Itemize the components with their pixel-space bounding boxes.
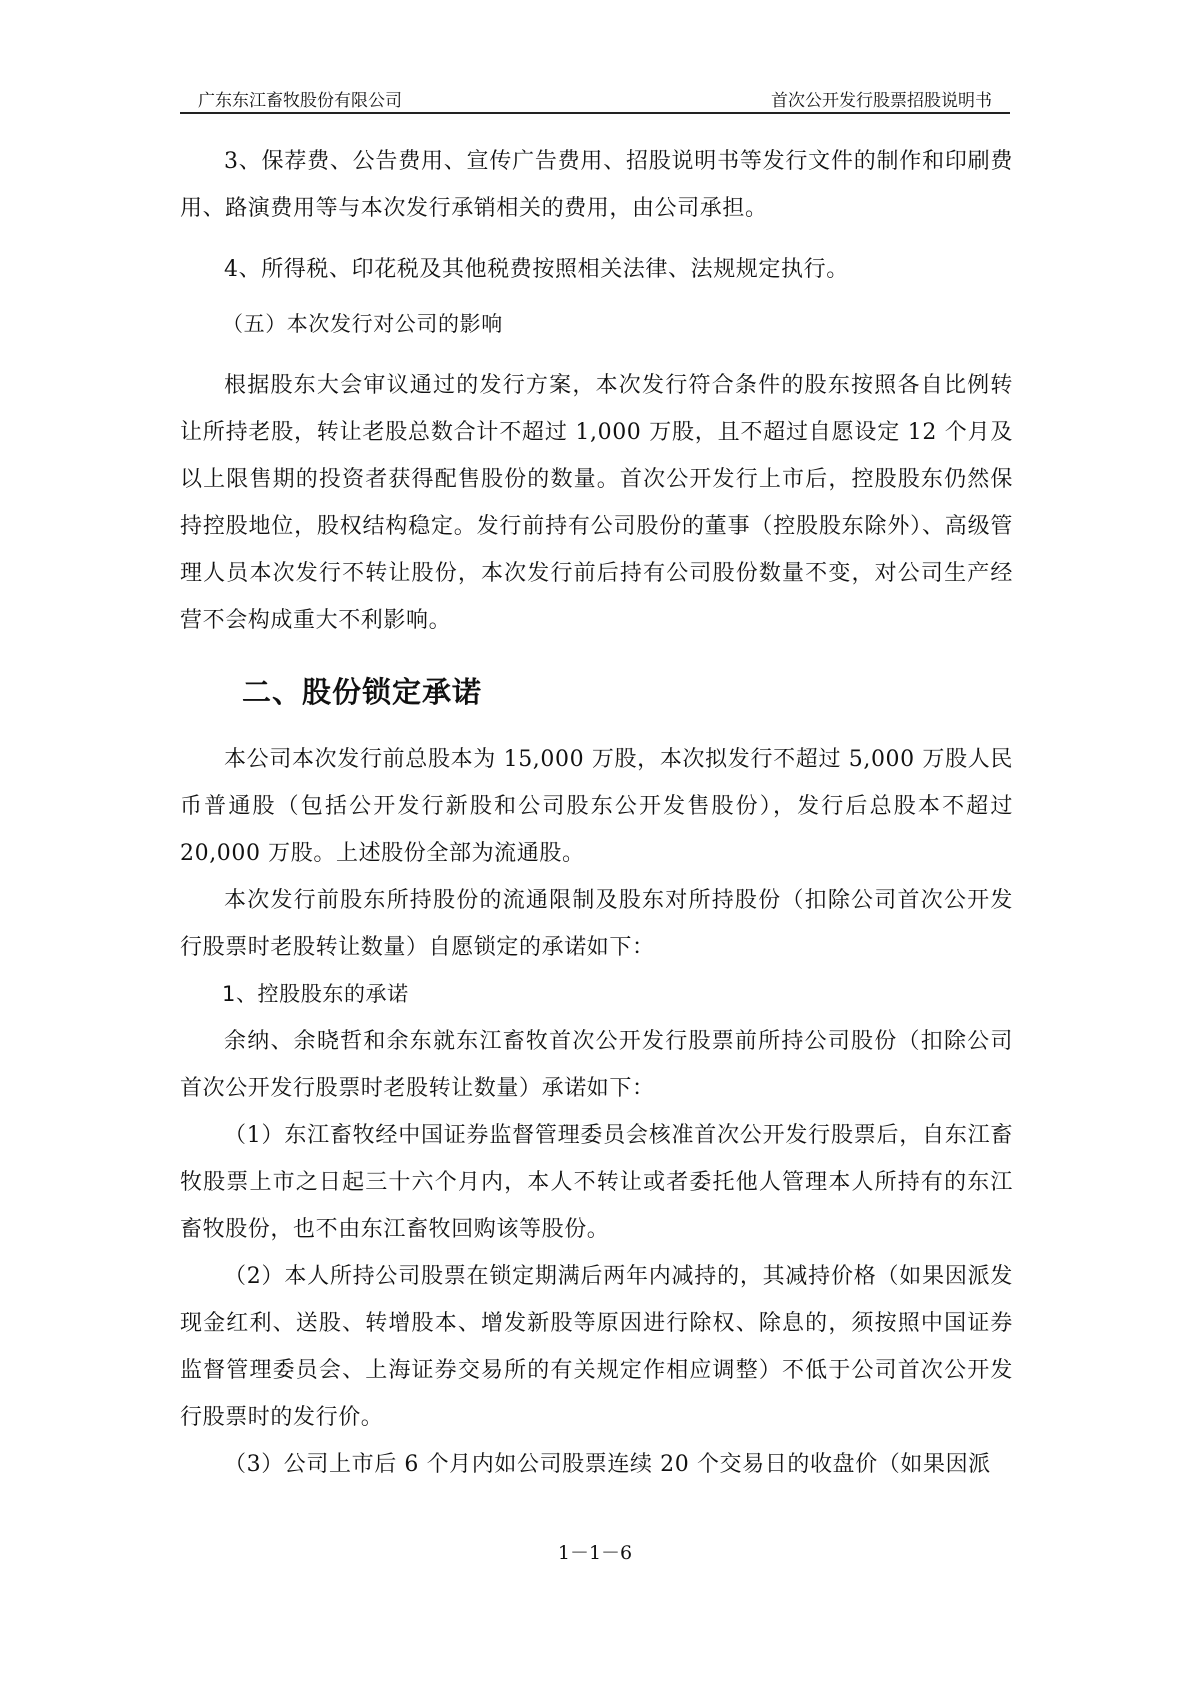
section-title-share-lockup: 二、股份锁定承诺	[242, 675, 483, 709]
header-document-title: 首次公开发行股票招股说明书	[771, 91, 992, 111]
paragraph-commitment-3: （3）公司上市后 6 个月内如公司股票连续 20 个交易日的收盘价（如果因派	[224, 1452, 991, 1477]
paragraph-commitment-intro: 余纳、余晓哲和余东就东江畜牧首次公开发行股票前所持公司股份（扣除公司首次公开发行股票时老股转让数量）承诺如下：	[180, 1029, 1013, 1101]
paragraph-lockup-intro: 本次发行前股东所持股份的流通限制及股东对所持股份（扣除公司首次公开发行股票时老股转让数量）自愿锁定的承诺如下：	[180, 888, 1013, 960]
paragraph-fees: 3、保荐费、公告费用、宣传广告费用、招股说明书等发行文件的制作和印刷费用、路演费用等与本次发行承销相关的费用，由公司承担。	[180, 149, 1013, 221]
paragraph-commitment-1: （1）东江畜牧经中国证券监督管理委员会核准首次公开发行股票后，自东江畜牧股票上市之日起三十六个月内，本人不转让或者委托他人管理本人所持有的东江畜牧股份，也不由东江畜牧回购该等股份。	[180, 1123, 1013, 1242]
paragraph-total-shares: 本公司本次发行前总股本为 15,000 万股，本次拟发行不超过 5,000 万股人民币普通股（包括公开发行新股和公司股东公开发售股份），发行后总股本不超过 20,000 万股。上述股份全部为流通股。	[180, 747, 1013, 866]
page-body	[180, 138, 1013, 1488]
subheading-controlling-shareholder: 1、控股股东的承诺	[222, 982, 409, 1006]
paragraph-taxes: 4、所得税、印花税及其他税费按照相关法律、法规规定执行。	[224, 257, 849, 282]
page-number: 1－1－6	[557, 1542, 633, 1564]
paragraph-impact: 根据股东大会审议通过的发行方案，本次发行符合条件的股东按照各自比例转让所持老股，转让老股总数合计不超过 1,000 万股，且不超过自愿设定 12 个月及以上限售期的投资者获得配售股份的数量。首次公开发行上市后，控股股东仍然保持控股地位，股权结构稳定。发行前持有公司股份的董事（控股股东除外）、高级管理人员本次发行不转让股份，本次发行前后持有公司股份数量不变，对公司生产经营不会构成重大不利影响。	[180, 373, 1013, 633]
subheading-impact: （五）本次发行对公司的影响	[222, 312, 503, 336]
page-header	[180, 80, 1010, 114]
paragraph-commitment-2: （2）本人所持公司股票在锁定期满后两年内减持的，其减持价格（如果因派发现金红利、送股、转增股本、增发新股等原因进行除权、除息的，须按照中国证券监督管理委员会、上海证券交易所的有关规定作相应调整）不低于公司首次公开发行股票时的发行价。	[180, 1264, 1013, 1430]
header-company-name: 广东东江畜牧股份有限公司	[198, 91, 402, 111]
